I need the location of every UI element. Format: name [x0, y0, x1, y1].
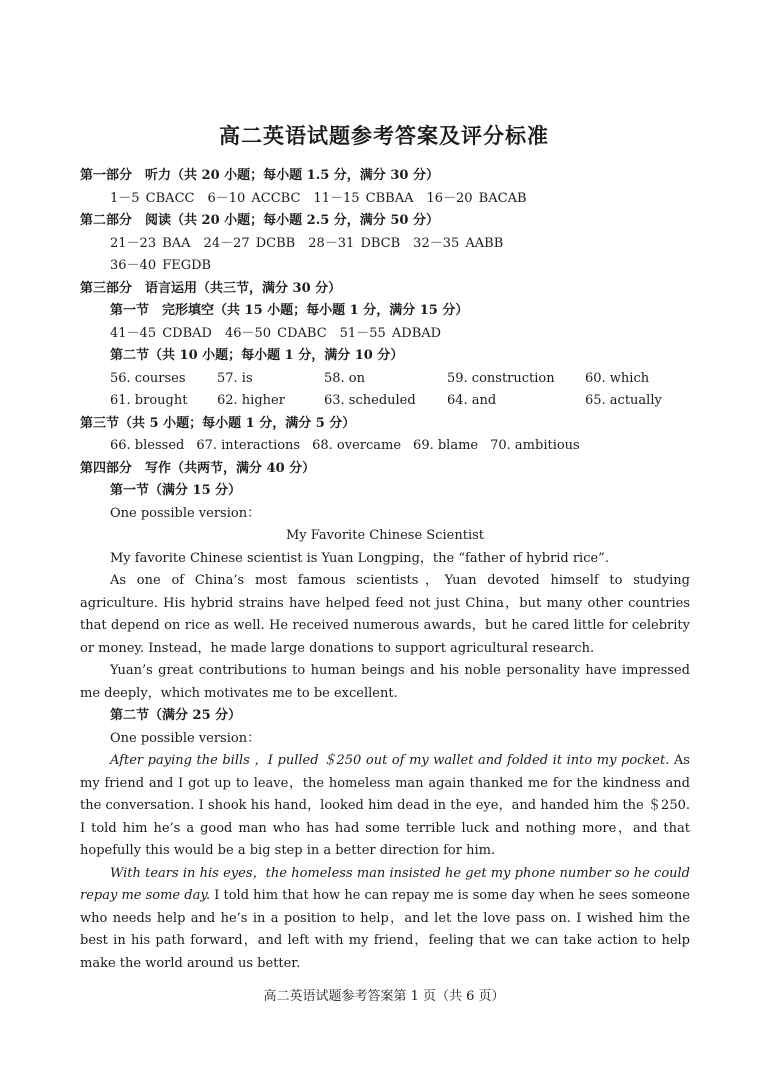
part2-heading: 第二部分 阅读（共 20 小题；每小题 2.5 分，满分 50 分） [80, 213, 439, 228]
answer-item: 65. actually [585, 393, 662, 408]
part4-sec2-version: One possible version： [110, 730, 261, 746]
answer-item: 57. is [217, 370, 253, 386]
story-continuation: I told him that how he can repay me is some day when he sees someone who needs help and he’s in a position to help，and let the love pass on. I wished him the best in his path forward，and left with my friend，feeling that we can take action to help make the world around us better. [80, 888, 690, 971]
part4-sec2-heading: 第二节（满分 25 分） [110, 708, 242, 723]
story-given-sentence: After paying the bills ，I pulled ＄250 out of my wallet and folded it into my pocket. [110, 753, 670, 768]
answer-item: 63. scheduled [324, 393, 416, 408]
part3-sec2-row2 [80, 390, 690, 413]
answer-item: 61. brought [110, 393, 188, 408]
essay-paragraph: My favorite Chinese scientist is Yuan Longping，the “father of hybrid rice”. [110, 550, 609, 566]
part3-sec2-row1 [80, 368, 690, 391]
part3-sec1-answers: 41－45 CDBAD 46－50 CDABC 51－55 ADBAD [110, 325, 442, 341]
answer-item: 66. blessed [110, 438, 185, 453]
part2-answers-1: 21－23 BAA 24－27 DCBB 28－31 DBCB 32－35 AABB [110, 235, 504, 251]
answer-item: 60. which [585, 370, 650, 386]
answer-item: 68. overcame [312, 438, 402, 453]
part4-heading: 第四部分 写作（共两节，满分 40 分） [80, 460, 316, 476]
page-footer: 高二英语试题参考答案第 1 页（共 6 页） [263, 989, 505, 1004]
answer-item: 67. interactions [196, 438, 301, 453]
part3-sec3-row [80, 435, 690, 458]
part3-sec2-heading: 第二节（共 10 小题；每小题 1 分，满分 10 分） [110, 348, 404, 363]
part2-answers-2: 36－40 FEGDB [110, 258, 212, 273]
story-paragraph [80, 863, 690, 976]
essay-title: My Favorite Chinese Scientist [286, 528, 484, 543]
part3-sec1-heading: 第一节 完形填空（共 15 小题；每小题 1 分，满分 15 分） [110, 303, 469, 318]
story-given-sentence: With tears in his eyes，the homeless man insisted he get my phone number so he could repay me some day. [80, 865, 690, 903]
answer-item: 56. courses [110, 370, 186, 386]
page-title: 高二英语试题参考答案及评分标准 [219, 123, 549, 148]
essay-paragraph: As one of China’s most famous scientists，Yuan devoted himself to studying agriculture. His hybrid strains have helped feed not just China，but many other countries that depend on rice as well. He received numerous awards，but he cared little for celebrity or money. Instead，he made large donations to support agricultural research. [80, 573, 690, 656]
part4-sec1-version: One possible version： [110, 505, 261, 521]
story-continuation: As my friend and I got up to leave，the homeless man again thanked me for the kindness and the conversation. I shook his hand，looked him dead in the eye，and handed him the ＄250. I told him he’s a good man who has had some terrible luck and nothing more，and that hopefully this would be a big step in a better direction for him. [80, 753, 690, 858]
story-paragraph [80, 750, 690, 863]
part3-heading: 第三部分 语言运用（共三节，满分 30 分） [80, 280, 342, 296]
essay-paragraph: Yuan’s great contributions to human beings and his noble personality have impressed me deeply，which motivates me to be excellent. [80, 663, 690, 701]
answer-item: 69. blame [413, 438, 479, 453]
part1-answers: 1－5 CBACC 6－10 ACCBC 11－15 CBBAA 16－20 BACAB [110, 190, 527, 206]
answer-item: 62. higher [217, 393, 285, 408]
answer-item: 59. construction [447, 370, 555, 386]
part3-sec3-heading: 第三节（共 5 小题；每小题 1 分，满分 5 分） [80, 415, 356, 431]
part1-heading: 第一部分 听力（共 20 小题；每小题 1.5 分，满分 30 分） [80, 168, 439, 183]
answer-content [80, 165, 690, 975]
answer-item: 64. and [447, 393, 497, 408]
answer-item: 58. on [324, 370, 366, 386]
answer-item: 70. ambitious [490, 438, 580, 453]
part4-sec1-heading: 第一节（满分 15 分） [110, 483, 242, 498]
